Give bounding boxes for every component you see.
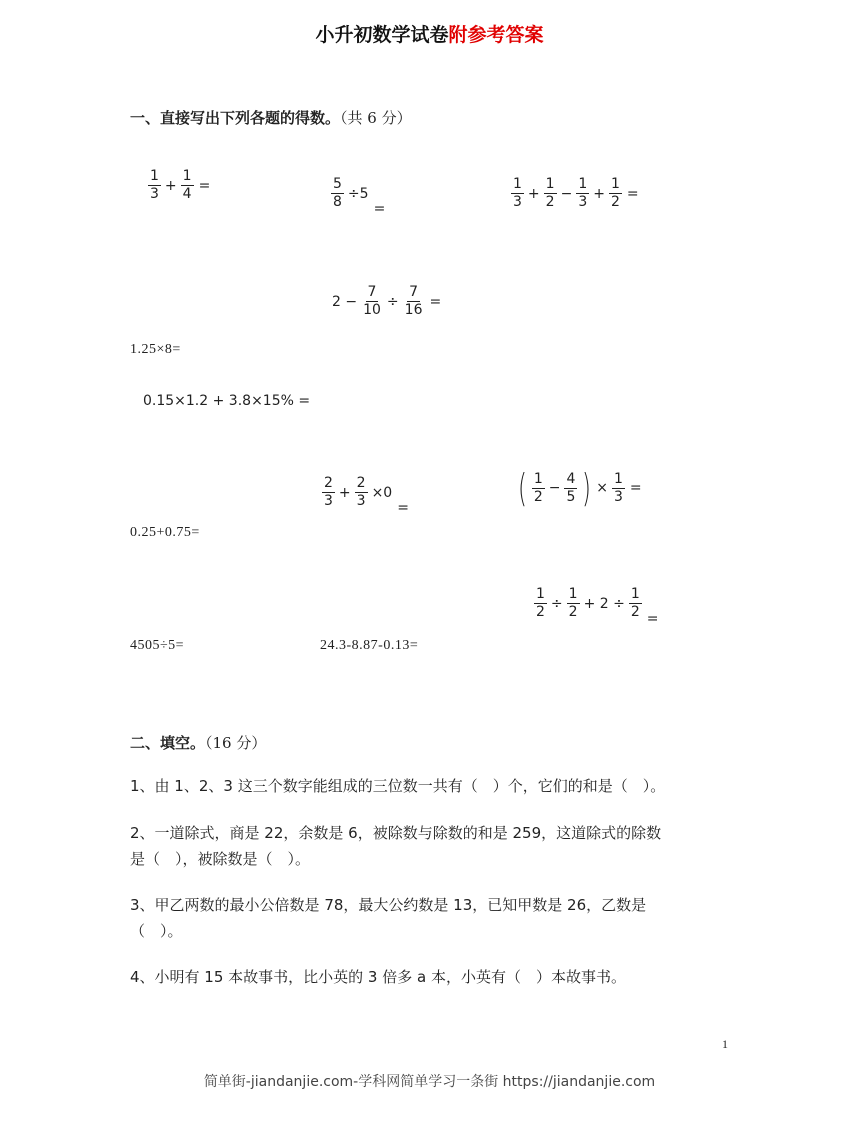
expression-12: 24.3-8.87-0.13= bbox=[320, 638, 419, 653]
question-1: 1、由 1、2、3 这三个数字能组成的三位数一共有（ ）个，它们的和是（ ）。 bbox=[130, 777, 666, 795]
fraction: $\frac{1}{2}$ bbox=[568, 586, 578, 620]
fraction: $\frac{1}{3}$ bbox=[578, 176, 588, 210]
expression-3: $\frac{1}{3}$ + $\frac{1}{2}$ − $\frac{1}{3}$ + $\frac{1}{2}$ = bbox=[513, 176, 639, 210]
fraction: $\frac{1}{2}$ bbox=[630, 586, 640, 620]
expression-11: 4505÷5= bbox=[130, 638, 185, 653]
fraction: $\frac{2}{3}$ bbox=[356, 475, 366, 509]
section2-heading bbox=[130, 732, 266, 753]
question-2-line-2: 是（ ），被除数是（ ）。 bbox=[130, 850, 311, 868]
document-title bbox=[0, 20, 859, 47]
question-2-line-1: 2、一道除式，商是 22，余数是 6，被除数与除数的和是 259，这道除式的除数 bbox=[130, 824, 662, 842]
footer-source: 简单街-jiandanjie.com-学科网简单学习一条街 https://jiandanjie.com bbox=[203, 1074, 656, 1090]
expression-2: $\frac{5}{8}$ ÷5 = bbox=[333, 176, 386, 217]
question-3-line-1: 3、甲乙两数的最小公倍数是 78，最大公约数是 13，已知甲数是 26，乙数是 bbox=[130, 896, 647, 914]
expression-1: $\frac{1}{3}$ + $\frac{1}{4}$ = bbox=[150, 168, 211, 202]
fraction: $\frac{1}{2}$ bbox=[533, 470, 543, 505]
expression-4: 2 − $\frac{7}{10}$ ÷ $\frac{7}{16}$ = bbox=[332, 284, 442, 318]
section1-heading bbox=[130, 107, 412, 128]
fraction: $\frac{1}{4}$ bbox=[182, 168, 192, 202]
section2-points: （16 分） bbox=[205, 734, 267, 752]
fraction: $\frac{1}{3}$ bbox=[613, 470, 623, 505]
expression-9: 0.25+0.75= bbox=[130, 525, 200, 540]
question-4: 4、小明有 15 本故事书，比小英的 3 倍多 a 本，小英有（ ）本故事书。 bbox=[130, 968, 626, 986]
title-main: 小升初数学试卷 bbox=[315, 24, 449, 46]
fraction: $\frac{4}{5}$ bbox=[566, 470, 576, 505]
fraction: $\frac{1}{3}$ bbox=[513, 176, 522, 210]
fraction: $\frac{1}{2}$ bbox=[545, 176, 555, 210]
fraction: $\frac{1}{2}$ bbox=[536, 586, 545, 620]
question-3-line-2: （ ）。 bbox=[130, 922, 183, 940]
section1-points: （共 6 分） bbox=[340, 109, 412, 127]
fraction: $\frac{1}{2}$ bbox=[610, 176, 620, 210]
fraction: $\frac{7}{16}$ bbox=[404, 284, 423, 318]
section1-title: 一、直接写出下列各题的得数。 bbox=[130, 109, 341, 127]
fraction: $\frac{7}{10}$ bbox=[363, 284, 381, 318]
expression-6: 0.15×1.2 + 3.8×15% = bbox=[143, 393, 311, 409]
fraction: $\frac{5}{8}$ bbox=[333, 176, 342, 210]
title-answer-note: 附参考答案 bbox=[448, 24, 544, 46]
page-number: 1 bbox=[722, 1037, 728, 1051]
expression-7: $\frac{2}{3}$ + $\frac{2}{3}$ ×0 = bbox=[324, 475, 409, 516]
section2-title: 二、填空。 bbox=[130, 734, 206, 752]
fraction: $\frac{2}{3}$ bbox=[324, 475, 333, 509]
expression-10: $\frac{1}{2}$ ÷ $\frac{1}{2}$ + 2 ÷ $\frac{1}{2}$ = bbox=[536, 586, 659, 627]
expression-5: 1.25×8= bbox=[130, 342, 181, 357]
expression-8: ( $\frac{1}{2}$ − $\frac{4}{5}$ ) × $\frac{1}{3}$ = bbox=[517, 466, 642, 510]
fraction: $\frac{1}{3}$ bbox=[150, 168, 159, 202]
